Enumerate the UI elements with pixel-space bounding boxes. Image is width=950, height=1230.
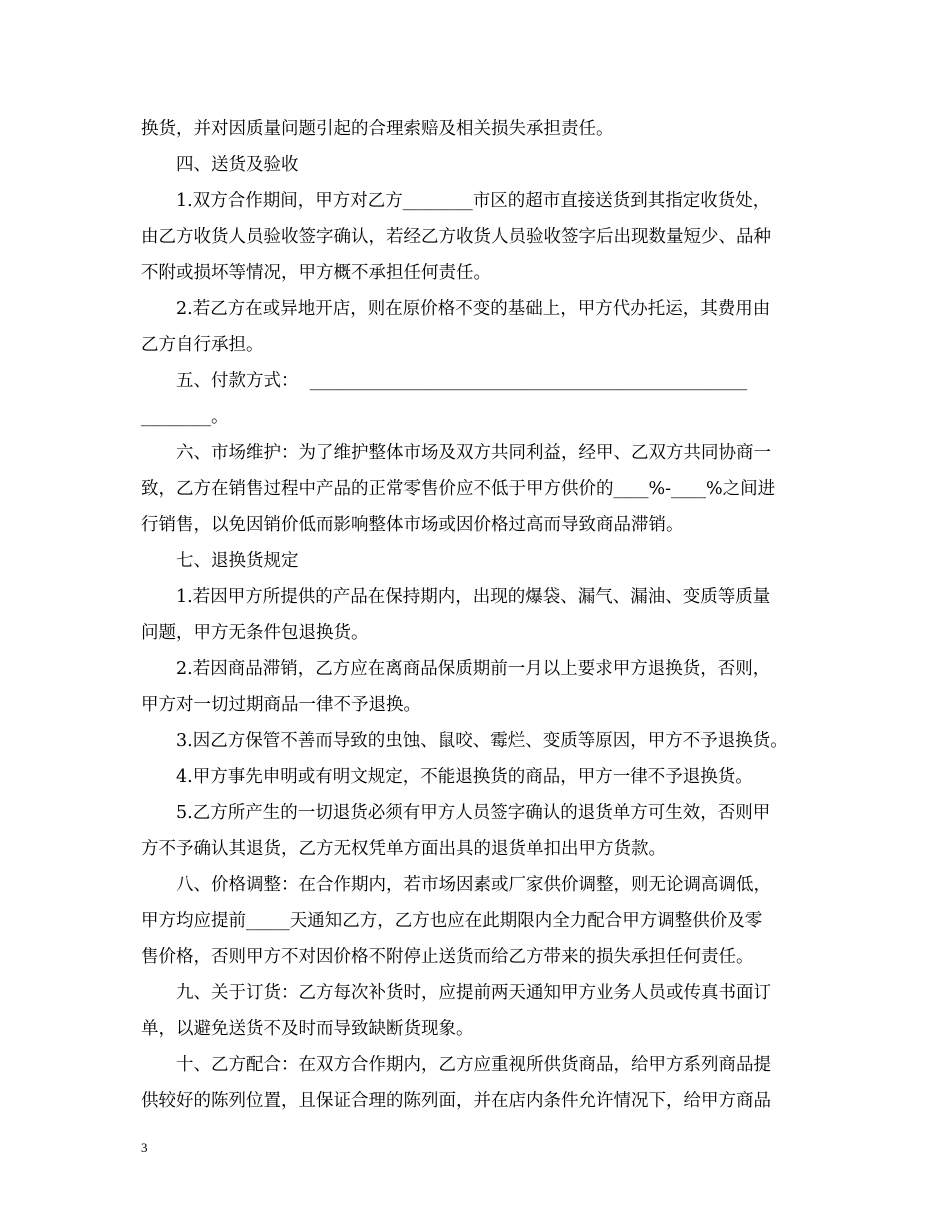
- section-heading: 四、送货及验收: [176, 155, 299, 175]
- text-line: 致，乙方在销售过程中产品的正常零售价应不低于甲方供价的____%-____%之间进: [141, 479, 776, 499]
- text-line: 六、市场维护：为了维护整体市场及双方共同利益，经甲、乙双方共同协商一: [176, 443, 771, 463]
- text-line: 八、价格调整：在合作期内，若市场因素或厂家供价调整，则无论调高调低，: [176, 875, 771, 895]
- text-line: 2.若因商品滞销，乙方应在离商品保质期前一月以上要求甲方退换货，否则，: [176, 659, 771, 679]
- section-heading: 七、退换货规定: [176, 551, 299, 571]
- text-line: 2.若乙方在或异地开店，则在原价格不变的基础上，甲方代办托运，其费用由: [176, 299, 771, 319]
- text-line: 甲方对一切过期商品一律不予退换。: [141, 695, 421, 715]
- text-line: 4.甲方事先申明或有明文规定，不能退换货的商品，甲方一律不予退换货。: [176, 767, 753, 787]
- text-line: 供较好的陈列位置，且保证合理的陈列面，并在店内条件允许情况下，给甲方商品: [141, 1091, 771, 1111]
- text-line: 5.乙方所产生的一切退货必须有甲方人员签字确认的退货单方可生效，否则甲: [176, 803, 771, 823]
- text-line: 九、关于订货：乙方每次补货时，应提前两天通知甲方业务人员或传真书面订: [176, 983, 771, 1003]
- section-heading: 五、付款方式： __________________________________________________: [176, 371, 748, 391]
- page-number: 3: [141, 1140, 148, 1155]
- text-line: 甲方均应提前_____天通知乙方，乙方也应在此期限内全力配合甲方调整供价及零: [141, 911, 763, 931]
- text-line: 不附或损坏等情况，甲方概不承担任何责任。: [141, 263, 491, 283]
- text-line: 十、乙方配合：在双方合作期内，乙方应重视所供货商品，给甲方系列商品提: [176, 1055, 771, 1075]
- text-line: 售价格，否则甲方不对因价格不附停止送货而给乙方带来的损失承担任何责任。: [141, 947, 754, 967]
- text-line: 方不予确认其退货，乙方无权凭单方面出具的退货单扣出甲方货款。: [141, 839, 666, 859]
- text-line: 单，以避免送货不及时而导致缺断货现象。: [141, 1019, 474, 1039]
- text-line: ________。: [141, 407, 229, 427]
- text-line: 1.双方合作期间，甲方对乙方________市区的超市直接送货到其指定收货处，: [176, 191, 771, 211]
- text-line: 换货，并对因质量问题引起的合理索赔及相关损失承担责任。: [141, 119, 614, 139]
- text-line: 行销售，以免因销价低而影响整体市场或因价格过高而导致商品滞销。: [141, 515, 684, 535]
- text-line: 3.因乙方保管不善而导致的虫蚀、鼠咬、霉烂、变质等原因，甲方不予退换货。: [176, 731, 788, 751]
- text-line: 乙方自行承担。: [141, 335, 264, 355]
- text-line: 1.若因甲方所提供的产品在保持期内，出现的爆袋、漏气、漏油、变质等质量: [176, 587, 771, 607]
- text-line: 问题，甲方无条件包退换货。: [141, 623, 369, 643]
- text-line: 由乙方收货人员验收签字确认，若经乙方收货人员验收签字后出现数量短少、品种: [141, 227, 771, 247]
